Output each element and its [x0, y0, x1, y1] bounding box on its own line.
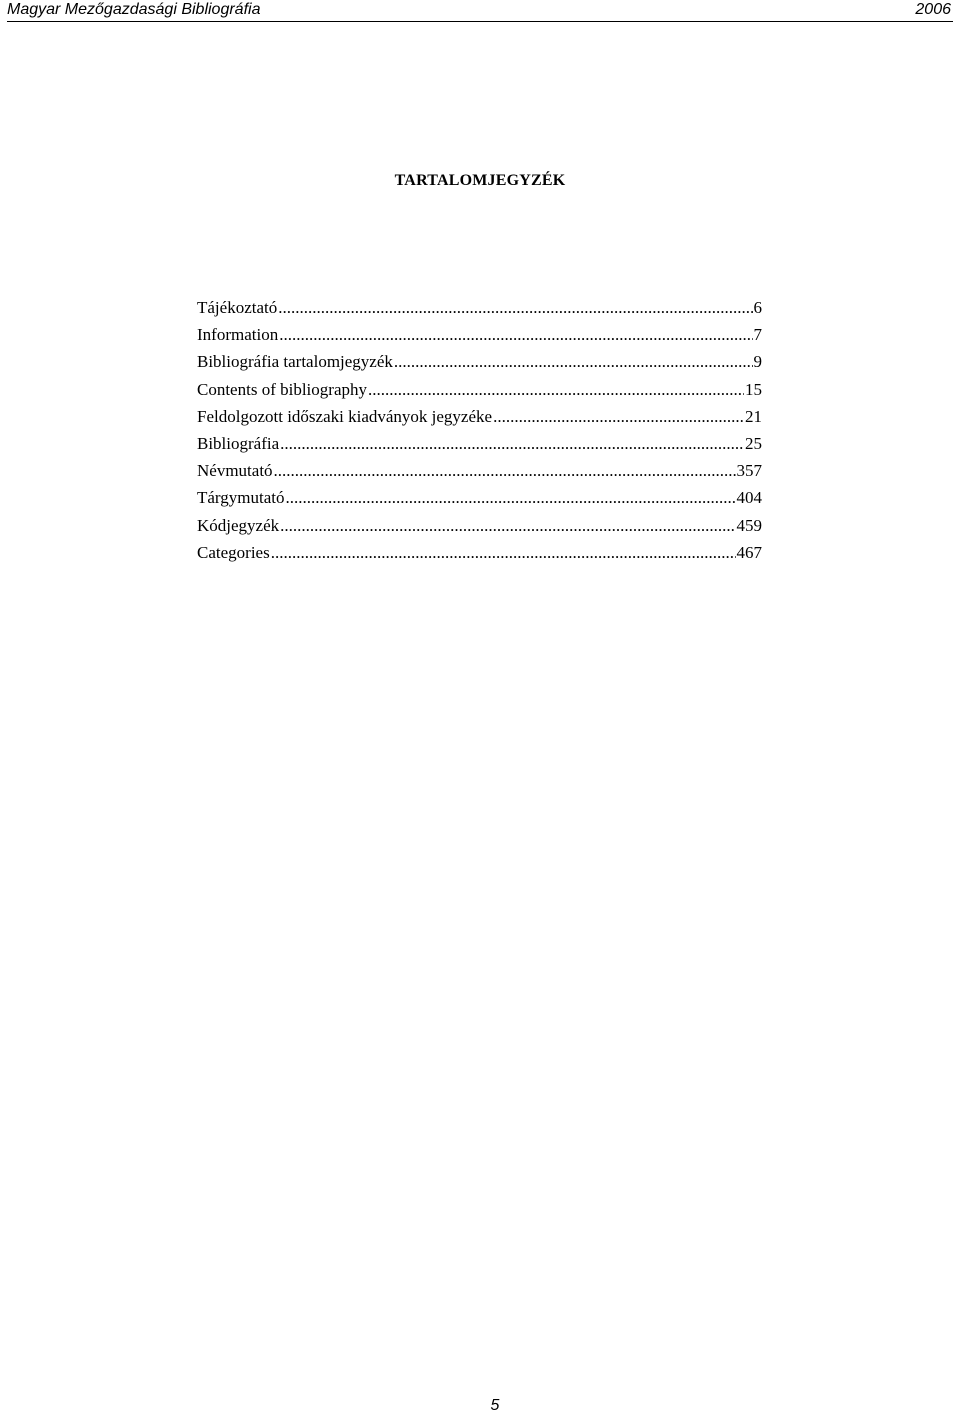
table-of-contents [197, 294, 762, 566]
dot-leader [368, 376, 744, 403]
toc-entry-page: 15 [745, 379, 762, 399]
toc-entry[interactable] [197, 403, 762, 430]
toc-entry-page: 404 [736, 488, 762, 508]
toc-entry[interactable] [197, 376, 762, 403]
toc-entry-label: Contents of bibliography [197, 379, 367, 399]
header-title: Magyar Mezőgazdasági Bibliográfia [7, 1, 261, 18]
toc-entry-page: 25 [745, 433, 762, 453]
toc-entry[interactable] [197, 294, 762, 321]
toc-entry-label: Information [197, 325, 279, 345]
toc-entry[interactable] [197, 457, 762, 484]
toc-entry-page: 9 [753, 352, 762, 372]
dot-leader [278, 294, 752, 321]
dot-leader [280, 512, 735, 539]
toc-entry-page: 467 [736, 542, 762, 562]
toc-heading: TARTALOMJEGYZÉK [394, 171, 566, 189]
toc-entry-label: Névmutató [197, 461, 273, 481]
toc-entry[interactable] [197, 321, 762, 348]
toc-entry-page: 357 [736, 461, 762, 481]
toc-entry-label: Feldolgozott időszaki kiadványok jegyzéke [197, 406, 493, 426]
toc-entry[interactable] [197, 512, 762, 539]
dot-leader [274, 457, 736, 484]
toc-entry-page: 21 [745, 406, 762, 426]
toc-entry-page: 459 [736, 515, 762, 535]
toc-entry[interactable] [197, 539, 762, 566]
running-header [7, 0, 953, 22]
toc-entry-label: Tájékoztató [197, 298, 278, 317]
toc-entry[interactable] [197, 430, 762, 457]
dot-leader [394, 348, 753, 375]
dot-leader [280, 430, 744, 457]
header-year: 2006 [915, 1, 951, 18]
toc-entry-label: Categories [197, 542, 270, 562]
toc-entry-label: Tárgymutató [197, 488, 285, 508]
toc-entry-label: Kódjegyzék [197, 515, 280, 535]
dot-leader [271, 539, 736, 566]
toc-entry-page: 6 [753, 298, 762, 317]
toc-entry[interactable] [197, 348, 762, 375]
dot-leader [279, 321, 752, 348]
page-number: 5 [490, 1397, 500, 1414]
toc-entry-label: Bibliográfia [197, 433, 280, 453]
dot-leader [493, 403, 744, 430]
toc-entry[interactable] [197, 484, 762, 511]
toc-entry-label: Bibliográfia tartalomjegyzék [197, 352, 393, 372]
toc-entry-page: 7 [753, 325, 762, 345]
dot-leader [286, 484, 736, 511]
